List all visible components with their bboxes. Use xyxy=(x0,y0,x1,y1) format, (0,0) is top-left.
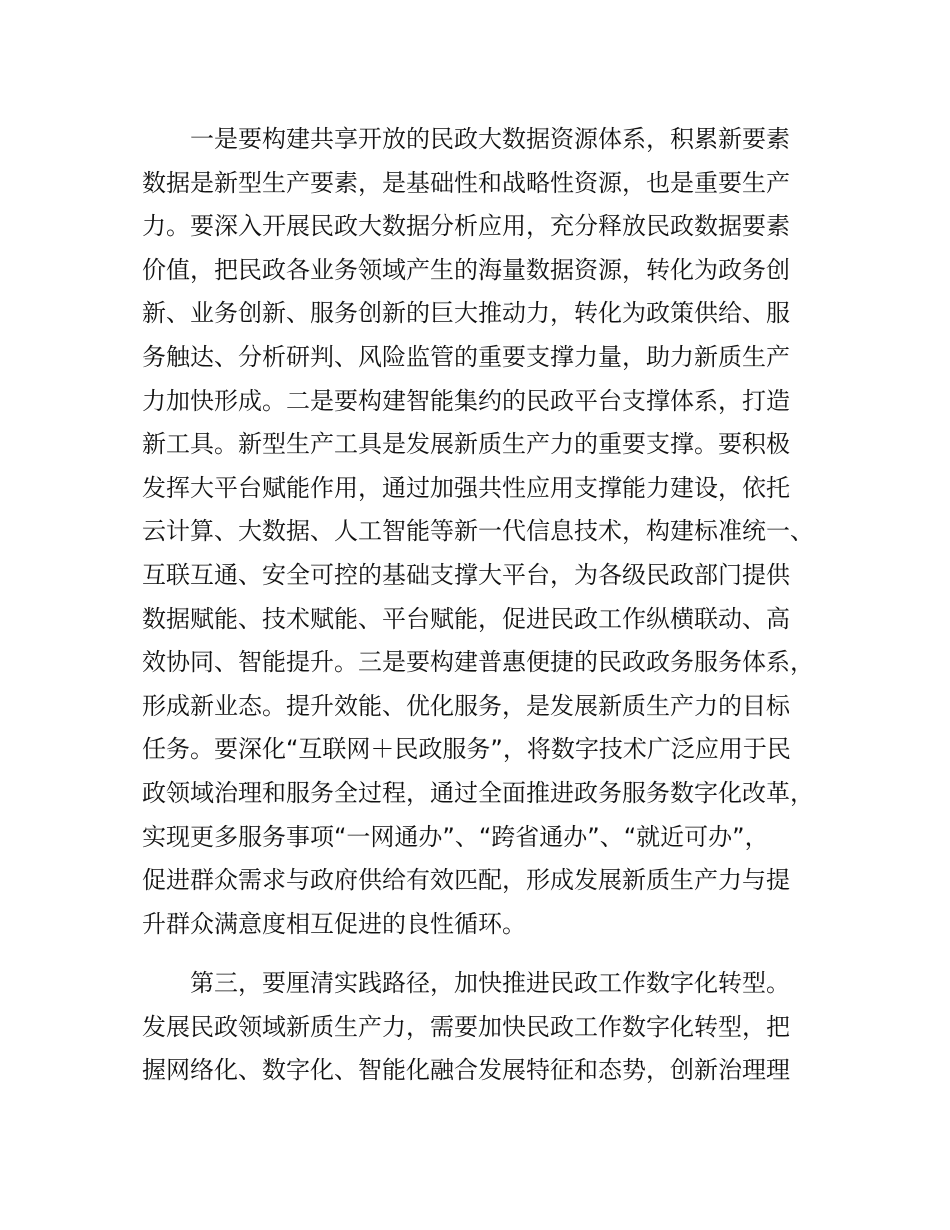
paragraph-line: 新工具。新型生产工具是发展新质生产力的重要支撑。要积极 xyxy=(142,430,790,459)
paragraph-line: 任务。要深化“互联网＋民政服务”，将数字技术广泛应用于民 xyxy=(142,735,791,764)
paragraph-line: 握网络化、数字化、智能化融合发展特征和态势，创新治理理 xyxy=(142,1056,790,1085)
paragraph-line: 互联互通、安全可控的基础支撑大平台，为各级民政部门提供 xyxy=(142,560,790,589)
paragraph-1 xyxy=(142,118,842,946)
paragraph-line: 促进群众需求与政府供给有效匹配，形成发展新质生产力与提 xyxy=(142,866,790,895)
document-body xyxy=(142,118,842,1093)
paragraph-line: 政领域治理和服务全过程，通过全面推进政务服务数字化改革， xyxy=(142,778,814,807)
paragraph-line: 一是要构建共享开放的民政大数据资源体系，积累新要素 xyxy=(190,125,790,153)
paragraph-line: 效协同、智能提升。三是要构建普惠便捷的民政政务服务体系， xyxy=(142,648,814,677)
paragraph-line: 形成新业态。提升效能、优化服务，是发展新质生产力的目标 xyxy=(142,691,790,720)
paragraph-line: 数据是新型生产要素，是基础性和战略性资源，也是重要生产 xyxy=(142,168,790,197)
paragraph-line: 力加快形成。二是要构建智能集约的民政平台支撑体系，打造 xyxy=(142,386,790,415)
paragraph-line: 价值，把民政各业务领域产生的海量数据资源，转化为政务创 xyxy=(142,255,790,284)
paragraph-line: 数据赋能、技术赋能、平台赋能，促进民政工作纵横联动、高 xyxy=(142,604,790,633)
paragraph-line: 力。要深入开展民政大数据分析应用，充分释放民政数据要素 xyxy=(142,212,790,241)
paragraph-spacer xyxy=(142,946,842,962)
paragraph-2 xyxy=(142,962,842,1093)
paragraph-line: 实现更多服务事项“一网通办”、“跨省通办”、“就近可办”， xyxy=(142,822,769,851)
paragraph-line: 务触达、分析研判、风险监管的重要支撑力量，助力新质生产 xyxy=(142,342,790,371)
paragraph-line: 发挥大平台赋能作用，通过加强共性应用支撑能力建设，依托 xyxy=(142,473,790,502)
paragraph-line: 发展民政领域新质生产力，需要加快民政工作数字化转型，把 xyxy=(142,1012,790,1041)
paragraph-line: 新、业务创新、服务创新的巨大推动力，转化为政策供给、服 xyxy=(142,299,790,328)
paragraph-line: 第三，要厘清实践路径，加快推进民政工作数字化转型。 xyxy=(190,969,790,998)
paragraph-line: 云计算、大数据、人工智能等新一代信息技术，构建标准统一、 xyxy=(142,517,814,546)
paragraph-line: 升群众满意度相互促进的良性循环。 xyxy=(142,909,526,938)
